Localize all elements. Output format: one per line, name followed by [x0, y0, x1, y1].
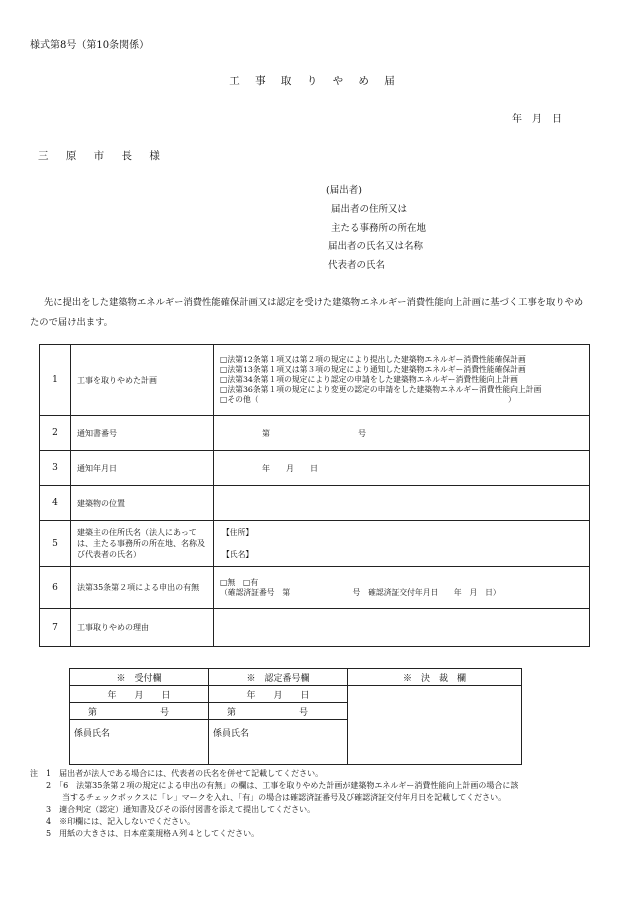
- note: 当するチェックボックスに「レ」マークを入れ、「有」の場合は確認済証番号及び確認済証交付年月日を記載してください。: [30, 793, 507, 802]
- cert-number: 第 号: [209, 703, 348, 720]
- reception-staff: 係員氏名: [70, 720, 209, 765]
- application-checkboxes[interactable]: □無 □有: [220, 577, 259, 587]
- row-notice-number: [40, 416, 590, 451]
- notice-number-field[interactable]: 第 号: [214, 416, 590, 451]
- cert-date: 年 月 日: [209, 686, 348, 703]
- cert-staff: 係員氏名: [209, 720, 348, 765]
- notes: [30, 768, 518, 840]
- page-title: 工 事 取 り や め 届: [229, 75, 401, 87]
- note: 3 適合判定（認定）通知書及びその添付図書を添えて提出してください。: [30, 805, 316, 814]
- submitter-office-label: 主たる事務所の所在地: [331, 223, 427, 234]
- reason-field[interactable]: [214, 609, 590, 647]
- row-number: 4: [40, 486, 71, 521]
- plan-options: [214, 345, 590, 416]
- row-label: 建築物の位置: [71, 486, 214, 521]
- row-owner: [40, 521, 590, 567]
- row-label: 工事取りやめの理由: [71, 609, 214, 647]
- office-use-table: [69, 668, 522, 765]
- submitter-address-label: 届出者の住所又は: [331, 204, 408, 215]
- plan-option[interactable]: □法第13条第１項又は第３項の規定により通知した建築物エネルギー消費性能確保計画: [220, 365, 526, 374]
- date-line: 年 月 日: [512, 114, 562, 125]
- reception-date: 年 月 日: [70, 686, 209, 703]
- notice-date-field[interactable]: 年 月 日: [214, 451, 590, 486]
- row-label: 通知年月日: [71, 451, 214, 486]
- row-label: 法第35条第２項による申出の有無: [71, 567, 214, 609]
- row-number: 2: [40, 416, 71, 451]
- row-number: 1: [40, 345, 71, 416]
- submitter-heading: (届出者): [326, 185, 362, 196]
- note: 2 「6 法第35条第２項の規定による申出の有無」の欄は、工事を取りやめた計画が建築物エネルギー消費性能向上計画の場合に該: [30, 781, 519, 790]
- form-number: 様式第8号（第10条関係）: [30, 40, 150, 51]
- note: 4 ※印欄には、記入しないでください。: [30, 817, 196, 826]
- owner-name-label: 【氏名】: [222, 549, 254, 559]
- row-label: 工事を取りやめた計画: [71, 345, 214, 416]
- building-location-field[interactable]: [214, 486, 590, 521]
- row-number: 3: [40, 451, 71, 486]
- approval-header: ※ 決 裁 欄: [348, 669, 522, 686]
- application-field: [214, 567, 590, 609]
- body-text: 先に提出をした建築物エネルギー消費性能確保計画又は認定を受けた建築物エネルギー消費性能向上計画に基づく工事を取りやめたので届け出ます。: [30, 297, 584, 328]
- reception-number: 第 号: [70, 703, 209, 720]
- main-form-table: [39, 344, 590, 647]
- submitter-rep-label: 代表者の氏名: [328, 260, 386, 271]
- row-application: [40, 567, 590, 609]
- row-number: 5: [40, 521, 71, 567]
- row-label: 建築主の住所氏名（法人にあっては、主たる事務所の所在地、名称及び代表者の氏名）: [71, 521, 214, 567]
- plan-option[interactable]: □その他（ ）: [220, 395, 516, 404]
- row-number: 7: [40, 609, 71, 647]
- row-reason: [40, 609, 590, 647]
- note: 注 1 届出者が法人である場合には、代表者の氏名を併せて記載してください。: [30, 769, 324, 778]
- row-canceled-plan: [40, 345, 590, 416]
- reception-header: ※ 受付欄: [70, 669, 209, 686]
- plan-option[interactable]: □法第36条第１項の規定により変更の認定の申請をした建築物エネルギー消費性能向上計画: [220, 385, 542, 394]
- row-building-location: [40, 486, 590, 521]
- owner-address-label: 【住所】: [222, 527, 254, 537]
- row-notice-date: [40, 451, 590, 486]
- row-number: 6: [40, 567, 71, 609]
- confirmation-line[interactable]: （確認済証番号 第 号 確認済証交付年月日 年 月 日）: [220, 587, 501, 597]
- plan-option[interactable]: □法第34条第１項の規定により認定の申請をした建築物エネルギー消費性能向上計画: [220, 375, 518, 384]
- submitter-name-label: 届出者の氏名又は名称: [328, 241, 424, 252]
- addressee: 三 原 市 長 様: [38, 150, 167, 162]
- plan-option[interactable]: □法第12条第１項又は第２項の規定により提出した建築物エネルギー消費性能確保計画: [220, 355, 526, 364]
- row-label: 通知書番号: [71, 416, 214, 451]
- note: 5 用紙の大きさは、日本産業規格Ａ列４としてください。: [30, 829, 260, 838]
- approval-area: [348, 686, 522, 765]
- owner-field[interactable]: [214, 521, 590, 567]
- cert-number-header: ※ 認定番号欄: [209, 669, 348, 686]
